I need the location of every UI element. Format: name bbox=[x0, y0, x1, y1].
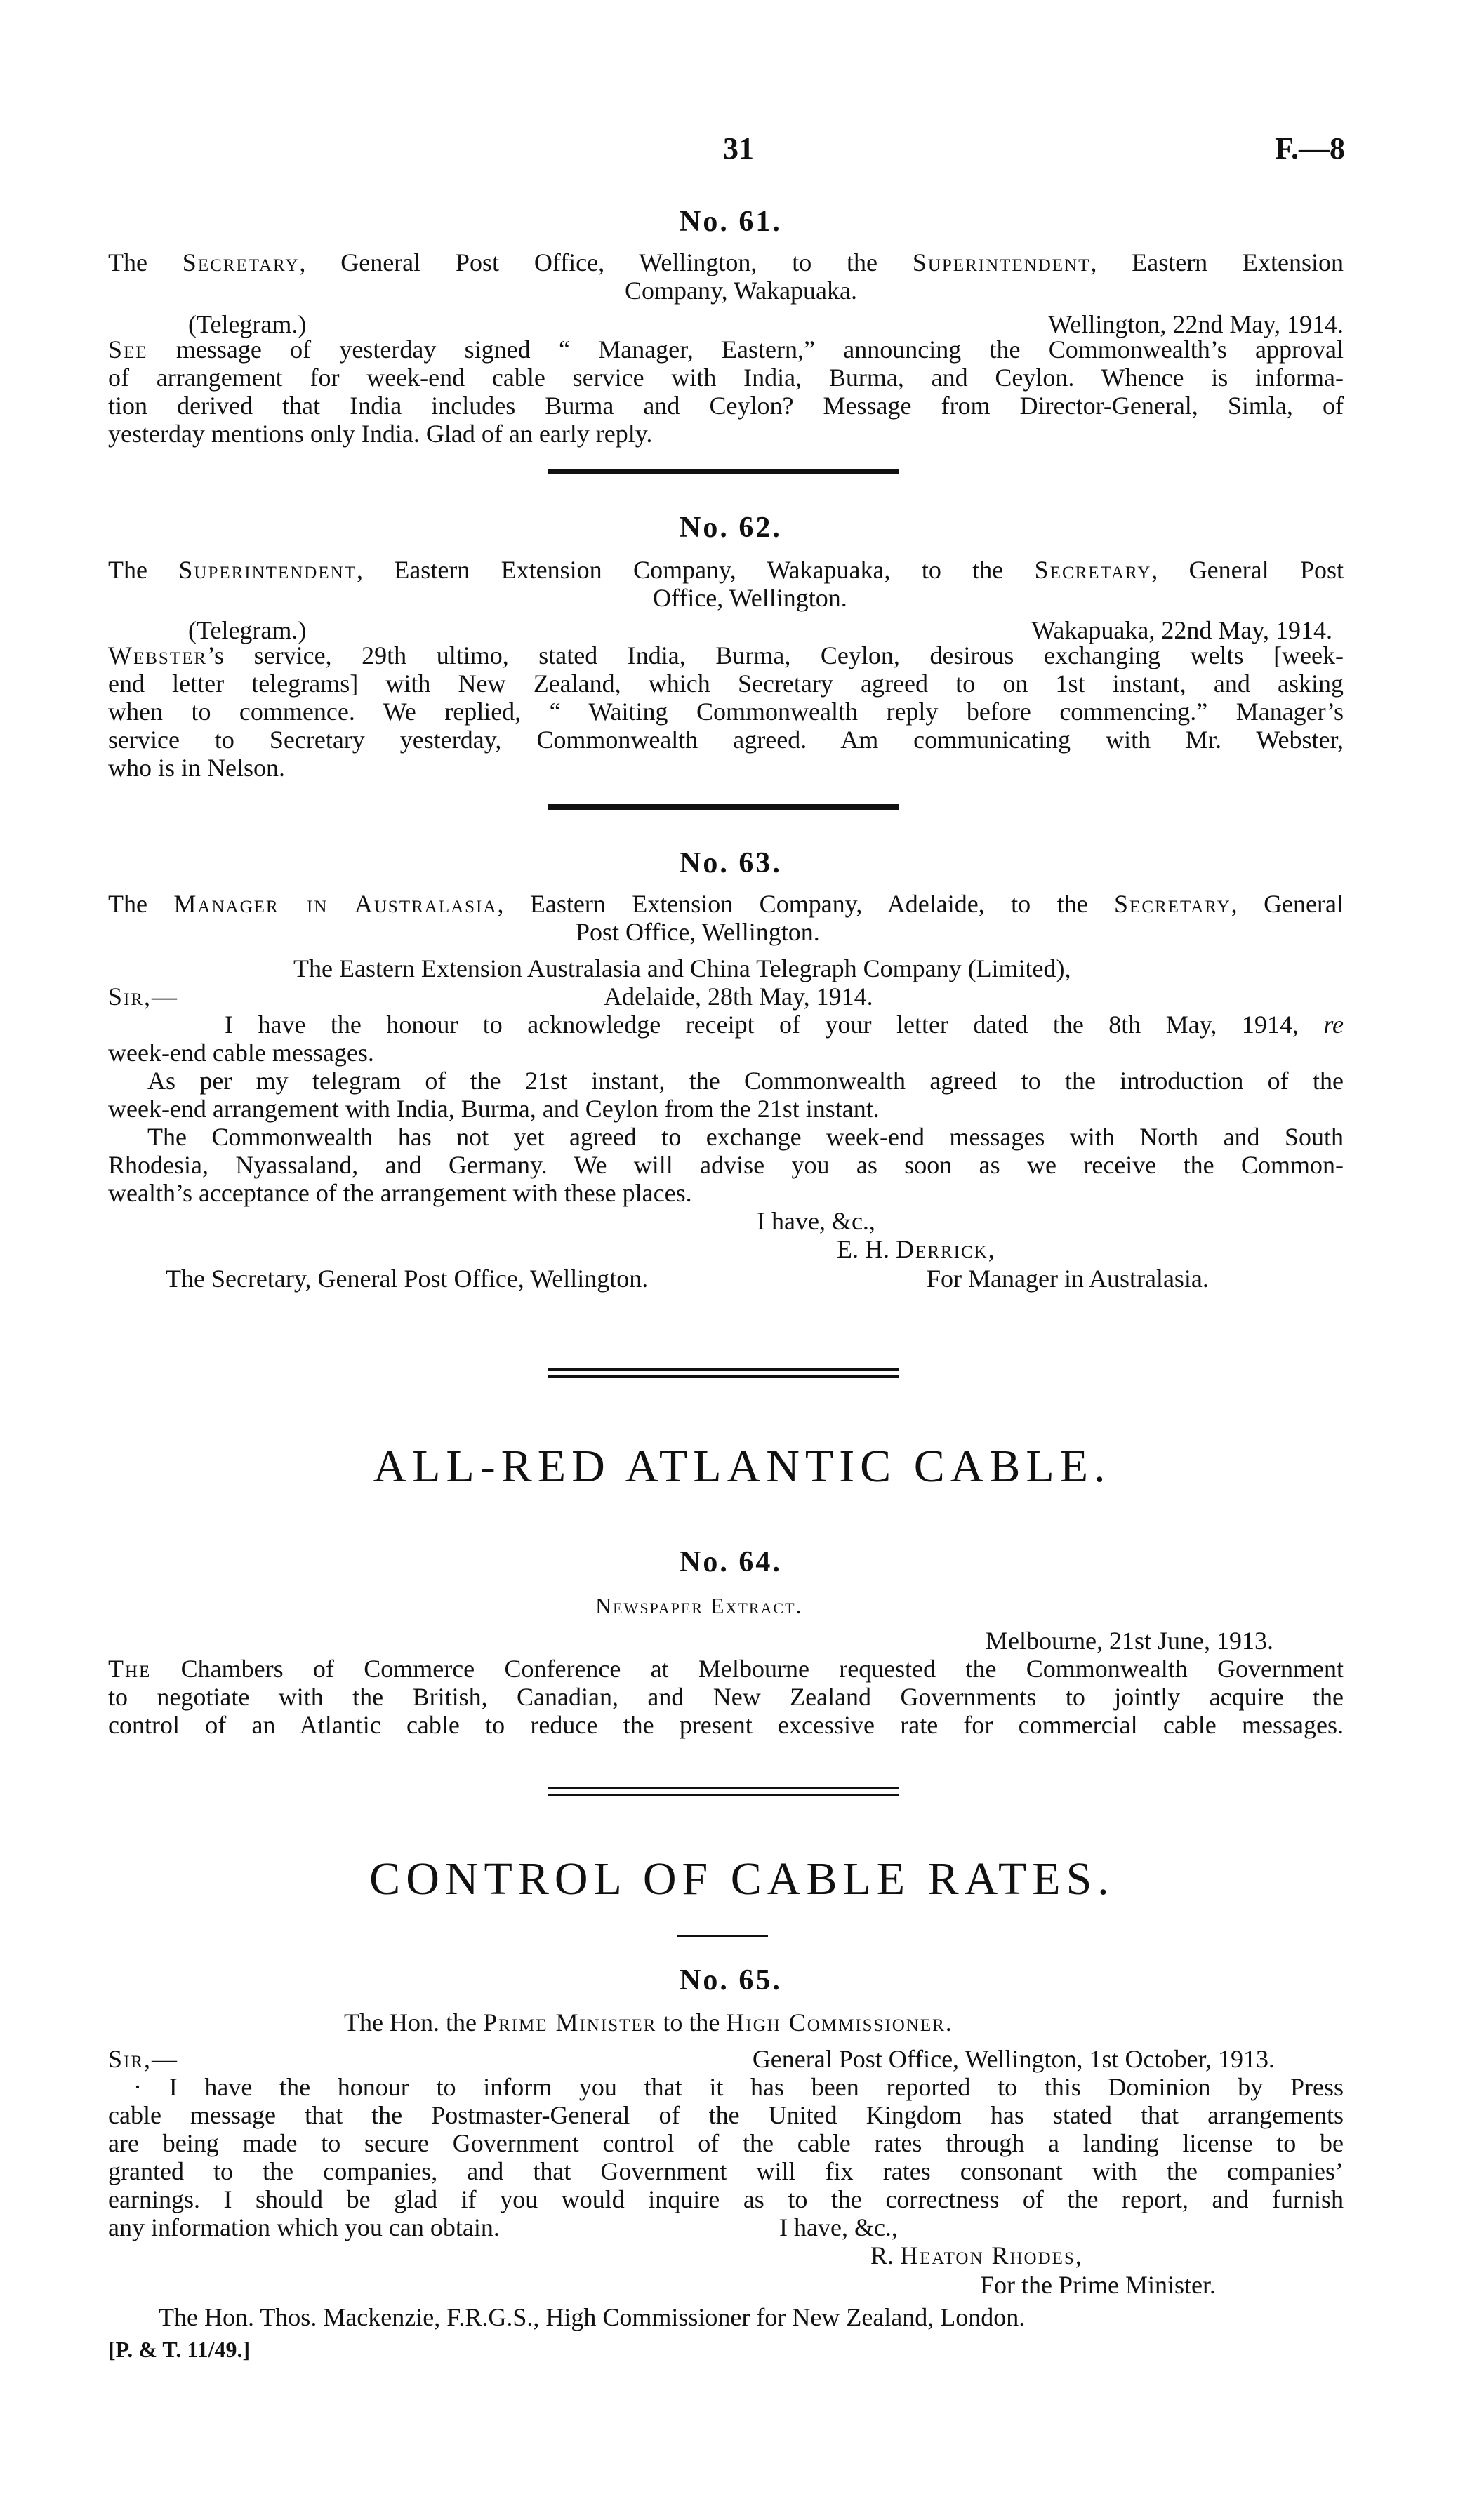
no-65-salutation bbox=[108, 2045, 178, 2073]
no-65-signer-punct: , bbox=[1075, 2241, 1082, 2269]
page-number: 31 bbox=[723, 131, 754, 166]
no-65-signer-role: For the Prime Minister. bbox=[980, 2271, 1216, 2299]
no-61-address-line-2: Company, Wakapuaka. bbox=[625, 276, 858, 305]
no-61-body-text: message of yesterday signed “ Manager, Eastern,” announcing the Commonwealth’s approval bbox=[147, 335, 1344, 364]
no-63-recipient: Secretary bbox=[1114, 890, 1231, 918]
no-63-body-line: wealth’s acceptance of the arrangement with these places. bbox=[108, 1179, 692, 1207]
no-62-body-line: service to Secretary yesterday, Commonwealth agreed. Am communicating with Mr. Webster, bbox=[108, 726, 1344, 754]
no-63-salutation bbox=[108, 982, 178, 1011]
no-65-closing: I have, &c., bbox=[779, 2213, 898, 2241]
no-63-heading: No. 63. bbox=[680, 847, 782, 879]
no-62-sender: Superintendent bbox=[178, 556, 357, 584]
no-61-body-line: yesterday mentions only India. Glad of an early reply. bbox=[108, 420, 653, 448]
double-rule-top bbox=[548, 1787, 899, 1789]
no-65-salutation-text: Sir,— bbox=[108, 2045, 179, 2073]
no-65-address bbox=[344, 2008, 952, 2036]
no-63-closing: I have, &c., bbox=[757, 1207, 875, 1235]
no-63-address-part: , General bbox=[1231, 890, 1344, 918]
no-62-dateline: Wakapuaka, 22nd May, 1914. bbox=[1031, 616, 1332, 644]
no-65-heading: No. 65. bbox=[680, 1964, 782, 1996]
no-63-signer-name: Derrick bbox=[896, 1235, 988, 1263]
double-rule-bottom bbox=[548, 1375, 899, 1378]
no-64-dateline: Melbourne, 21st June, 1913. bbox=[986, 1627, 1273, 1655]
no-63-body-line bbox=[225, 1011, 1344, 1039]
no-63-sender: Manager in Australasia bbox=[173, 890, 498, 918]
no-65-body-line: any information which you can obtain. bbox=[108, 2213, 500, 2241]
double-rule-bottom bbox=[548, 1794, 899, 1796]
file-reference: [P. & T. 11/49.] bbox=[108, 2337, 251, 2362]
no-63-signer-punct: , bbox=[988, 1235, 995, 1263]
no-62-body-line: when to commence. We replied, “ Waiting Commonwealth reply before commencing.” Manager’s bbox=[108, 698, 1344, 726]
no-65-address-part: . bbox=[945, 2008, 952, 2036]
no-63-address-line-2: Post Office, Wellington. bbox=[576, 918, 820, 946]
no-65-address-part: to the bbox=[656, 2008, 727, 2036]
no-63-address-part: , Eastern Extension Company, Adelaide, to the bbox=[497, 890, 1115, 918]
no-63-signer bbox=[837, 1235, 995, 1263]
no-65-body-line: cable message that the Postmaster-General of the United Kingdom has stated that arrangements bbox=[108, 2101, 1344, 2129]
no-64-body-line bbox=[108, 1655, 1344, 1683]
no-63-signer-role: For Manager in Australasia. bbox=[927, 1265, 1209, 1293]
no-65-body-line: are being made to secure Government control of the cable rates through a landing license to be bbox=[108, 2129, 1344, 2157]
no-62-address-part: , General Post bbox=[1151, 556, 1344, 584]
no-62-body-line: end letter telegrams] with New Zealand, which Secretary agreed to on 1st instant, and asking bbox=[108, 669, 1344, 698]
no-63-body-line: Rhodesia, Nyassaland, and Germany. We will advise you as soon as we receive the Common- bbox=[108, 1151, 1344, 1179]
no-61-lead-word: See bbox=[108, 335, 148, 364]
no-62-lead-word: Webster bbox=[108, 641, 208, 669]
no-64-lead-word: The bbox=[108, 1655, 152, 1683]
no-64-subheading: Newspaper Extract. bbox=[595, 1593, 803, 1618]
no-64-heading: No. 64. bbox=[680, 1546, 782, 1578]
document-reference: F.—8 bbox=[1275, 131, 1345, 166]
no-65-recipient: High Commissioner bbox=[726, 2008, 946, 2036]
no-63-salutation-text: Sir,— bbox=[108, 982, 179, 1011]
title-underline bbox=[677, 1935, 768, 1937]
no-63-body-line: week-end cable messages. bbox=[108, 1039, 374, 1067]
no-65-body-line: granted to the companies, and that Government will fix rates consonant with the companies’ bbox=[108, 2157, 1344, 2185]
no-61-sender: Secretary bbox=[182, 248, 300, 276]
no-65-body-line: earnings. I should be glad if you would inquire as to the correctness of the report, and furnish bbox=[108, 2185, 1344, 2213]
no-65-sender: Prime Minister bbox=[482, 2008, 657, 2036]
no-64-body-line: to negotiate with the British, Canadian, and New Zealand Governments to jointly acquire the bbox=[108, 1683, 1344, 1711]
no-63-dateline: Adelaide, 28th May, 1914. bbox=[604, 982, 873, 1011]
no-63-re: re bbox=[1323, 1011, 1344, 1039]
no-62-recipient: Secretary bbox=[1034, 556, 1152, 584]
no-61-body-line bbox=[108, 335, 1344, 364]
double-rule-top bbox=[548, 1368, 899, 1371]
no-62-address-line-1 bbox=[108, 556, 1344, 584]
no-65-signer bbox=[870, 2241, 1082, 2269]
no-61-address-part: , General Post Office, Wellington, to the bbox=[299, 248, 913, 276]
no-63-body-text: I have the honour to acknowledge receipt of your letter dated the 8th May, 1914, bbox=[225, 1011, 1324, 1039]
no-64-body-line: control of an Atlantic cable to reduce the present excessive rate for commercial cable messages. bbox=[108, 1711, 1344, 1739]
section-divider bbox=[548, 804, 899, 810]
no-62-heading: No. 62. bbox=[680, 512, 782, 544]
no-61-recipient: Superintendent bbox=[912, 248, 1091, 276]
no-65-address-part: The Hon. the bbox=[344, 2008, 483, 2036]
no-62-address-line-2: Office, Wellington. bbox=[653, 584, 847, 612]
no-61-body-line: of arrangement for week-end cable service with India, Burma, and Ceylon. Whence is informa- bbox=[108, 364, 1344, 392]
no-63-address-line-1 bbox=[108, 890, 1344, 918]
rates-section-title: CONTROL OF CABLE RATES. bbox=[369, 1853, 1115, 1905]
no-63-recipient-line: The Secretary, General Post Office, Wellington. bbox=[166, 1265, 649, 1293]
no-62-kind: (Telegram.) bbox=[188, 616, 307, 644]
no-65-signer-name: Heaton Rhodes bbox=[900, 2241, 1075, 2269]
no-61-body-line: tion derived that India includes Burma and Ceylon? Message from Director-General, Simla, of bbox=[108, 392, 1344, 420]
no-61-dateline: Wellington, 22nd May, 1914. bbox=[1048, 310, 1344, 338]
no-64-body-text: Chambers of Commerce Conference at Melbourne requested the Commonwealth Government bbox=[151, 1655, 1344, 1683]
no-63-body-line: week-end arrangement with India, Burma, and Ceylon from the 21st instant. bbox=[108, 1095, 880, 1123]
no-63-address-part: The bbox=[108, 890, 174, 918]
no-65-signer-initial: R. bbox=[870, 2241, 901, 2269]
no-61-heading: No. 61. bbox=[680, 206, 782, 238]
no-62-body-line bbox=[108, 641, 1344, 669]
no-63-signer-initials: E. H. bbox=[837, 1235, 896, 1263]
no-61-address-part: The bbox=[108, 248, 183, 276]
no-62-body-text: ’s service, 29th ultimo, stated India, Burma, Ceylon, desirous exchanging welts [week- bbox=[207, 641, 1344, 669]
no-63-company: The Eastern Extension Australasia and China Telegraph Company (Limited), bbox=[293, 954, 1071, 982]
no-61-kind: (Telegram.) bbox=[188, 310, 307, 338]
no-65-recipient-line: The Hon. Thos. Mackenzie, F.R.G.S., High Commissioner for New Zealand, London. bbox=[159, 2303, 1026, 2331]
no-65-body-line: · I have the honour to inform you that it has been reported to this Dominion by Press bbox=[133, 2073, 1344, 2101]
atlantic-section-title: ALL-RED ATLANTIC CABLE. bbox=[373, 1441, 1111, 1492]
no-65-dateline: General Post Office, Wellington, 1st October, 1913. bbox=[752, 2045, 1275, 2073]
no-62-address-part: The bbox=[108, 556, 179, 584]
section-divider bbox=[548, 469, 899, 474]
no-63-body-line: The Commonwealth has not yet agreed to exchange week-end messages with North and South bbox=[147, 1123, 1344, 1151]
no-62-body-line: who is in Nelson. bbox=[108, 754, 285, 782]
no-61-address-line-1 bbox=[108, 248, 1344, 276]
no-63-body-line: As per my telegram of the 21st instant, the Commonwealth agreed to the introduction of the bbox=[147, 1067, 1344, 1095]
no-62-address-part: , Eastern Extension Company, Wakapuaka, to the bbox=[356, 556, 1035, 584]
no-61-address-part: , Eastern Extension bbox=[1090, 248, 1344, 276]
